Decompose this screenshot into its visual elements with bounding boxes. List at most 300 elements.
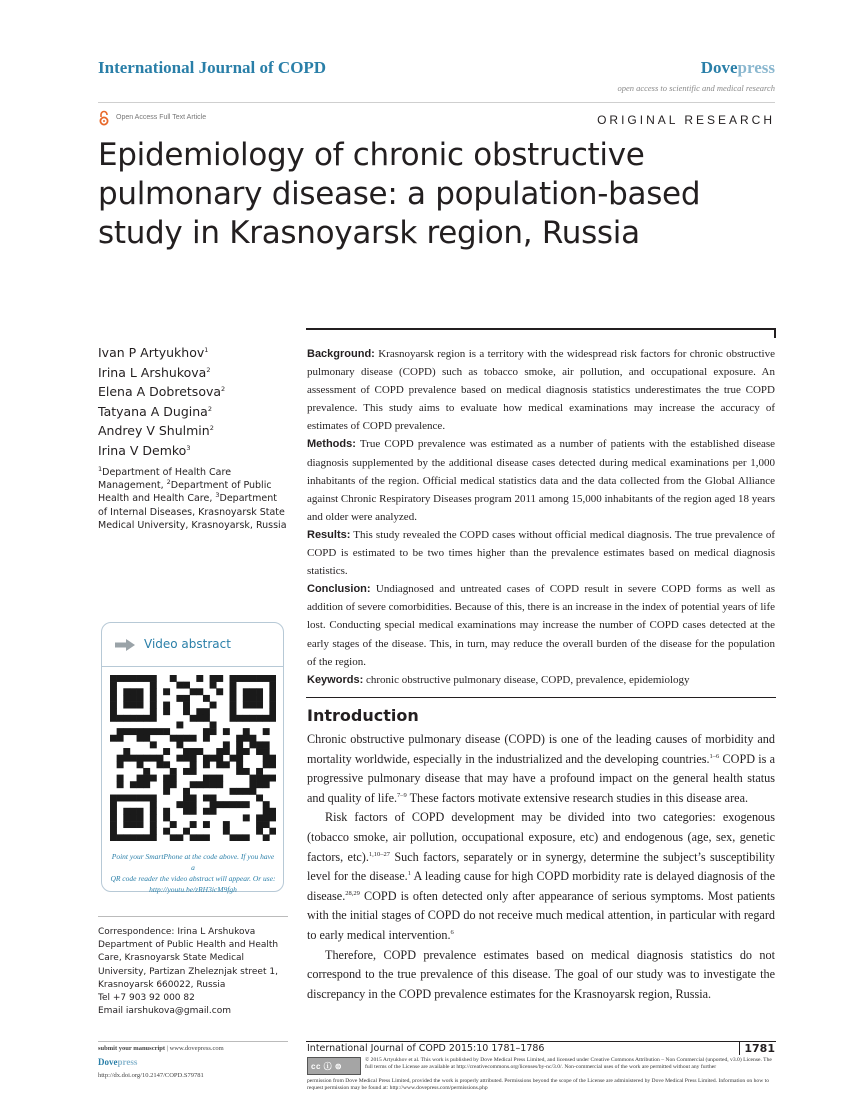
- qr-module: [190, 781, 197, 788]
- qr-module: [230, 688, 237, 695]
- qr-module: [130, 795, 137, 802]
- qr-module: [263, 834, 270, 841]
- qr-module: [150, 702, 157, 709]
- license-text: © 2015 Artyukhov et al. This work is published by Dove Medical Press Limited, and licensed under Creative Commons Attribution – Non Commercial (unported, v3.0) License. The full terms of the License are available at http://creativecommons.org/licenses/by-nc/3.0/. Non-commercial uses of the work are permitted without any further: [365, 1057, 772, 1071]
- qr-module: [137, 808, 144, 815]
- qr-module: [170, 675, 177, 682]
- qr-module: [163, 781, 170, 788]
- qr-module: [256, 715, 263, 722]
- qr-module: [190, 834, 197, 841]
- qr-module: [223, 821, 230, 828]
- qr-module: [117, 761, 124, 768]
- qr-module: [249, 735, 256, 742]
- qr-module: [170, 735, 177, 742]
- qr-module: [183, 808, 190, 815]
- qr-module: [203, 761, 210, 768]
- qr-module: [243, 834, 250, 841]
- footer-publisher-logo[interactable]: Dovepress: [98, 1057, 138, 1067]
- qr-module: [110, 688, 117, 695]
- qr-module: [196, 715, 203, 722]
- qr-module: [170, 821, 177, 828]
- qr-module: [210, 808, 217, 815]
- qr-module: [269, 695, 276, 702]
- qr-module: [123, 755, 130, 762]
- qr-module: [223, 741, 230, 748]
- qr-module: [269, 708, 276, 715]
- qr-module: [163, 828, 170, 835]
- qr-module: [150, 795, 157, 802]
- qr-module: [130, 715, 137, 722]
- qr-module: [156, 761, 163, 768]
- qr-module: [243, 814, 250, 821]
- qr-module: [196, 688, 203, 695]
- reference-link[interactable]: 1–6: [709, 752, 720, 760]
- qr-module: [183, 702, 190, 709]
- qr-module: [263, 761, 270, 768]
- qr-module: [236, 788, 243, 795]
- open-access-icon: [98, 110, 110, 126]
- qr-module: [256, 748, 263, 755]
- qr-module: [110, 715, 117, 722]
- qr-module: [230, 675, 237, 682]
- qr-code-image[interactable]: [110, 675, 276, 841]
- abstract-bottom-rule: [306, 697, 776, 698]
- qr-module: [156, 755, 163, 762]
- qr-module: [249, 788, 256, 795]
- submit-manuscript-link[interactable]: submit your manuscript | www.dovepress.com: [98, 1045, 224, 1052]
- qr-module: [196, 748, 203, 755]
- qr-module: [210, 795, 217, 802]
- qr-module: [269, 682, 276, 689]
- qr-module: [236, 755, 243, 762]
- qr-module: [269, 755, 276, 762]
- qr-module: [163, 788, 170, 795]
- qr-module: [210, 781, 217, 788]
- qr-module: [210, 682, 217, 689]
- qr-module: [236, 675, 243, 682]
- qr-module: [230, 702, 237, 709]
- qr-module: [243, 675, 250, 682]
- qr-module: [150, 775, 157, 782]
- qr-module: [163, 748, 170, 755]
- qr-module: [143, 795, 150, 802]
- qr-module: [183, 801, 190, 808]
- qr-module: [150, 695, 157, 702]
- qr-module: [176, 735, 183, 742]
- qr-module: [117, 795, 124, 802]
- qr-module: [263, 748, 270, 755]
- qr-module: [130, 808, 137, 815]
- qr-module: [123, 688, 130, 695]
- qr-module: [263, 675, 270, 682]
- qr-module: [203, 755, 210, 762]
- qr-module: [110, 675, 117, 682]
- qr-module: [123, 715, 130, 722]
- qr-module: [249, 675, 256, 682]
- qr-module: [236, 761, 243, 768]
- introduction-body: [307, 730, 775, 1004]
- qr-module: [256, 688, 263, 695]
- qr-module: [123, 695, 130, 702]
- qr-module: [110, 708, 117, 715]
- qr-module: [210, 755, 217, 762]
- qr-module: [203, 728, 210, 735]
- paragraph: Chronic obstructive pulmonary disease (COPD) is one of the leading causes of morbidity and mortality worldwide, especially in the industrialized and the developing countries.$^{1-6}$ COPD is a progressive pulmonary disease that may have a profound impact on the general health status and quality of life.$^{7-9}$ These factors motivate extensive research studies in this disease area.: [307, 732, 775, 805]
- publisher-tagline: open access to scientific and medical research: [617, 83, 775, 93]
- qr-module: [243, 801, 250, 808]
- qr-module: [269, 761, 276, 768]
- qr-module: [150, 834, 157, 841]
- footer-divider: [306, 1041, 776, 1042]
- qr-module: [236, 801, 243, 808]
- arrow-right-icon: [114, 638, 136, 652]
- video-url-link[interactable]: http://youtu.be/zRH3icM9fgh: [149, 885, 237, 894]
- qr-module: [110, 702, 117, 709]
- correspondence-email[interactable]: Email iarshukova@gmail.com: [98, 1006, 231, 1017]
- reference-link[interactable]: 7–9: [397, 791, 407, 799]
- reference-link[interactable]: 1,10–27: [368, 850, 390, 858]
- qr-module: [130, 688, 137, 695]
- qr-module: [150, 688, 157, 695]
- qr-module: [230, 755, 237, 762]
- qr-module: [150, 755, 157, 762]
- qr-module: [256, 821, 263, 828]
- qr-module: [123, 748, 130, 755]
- qr-module: [236, 748, 243, 755]
- qr-module: [269, 688, 276, 695]
- qr-module: [110, 834, 117, 841]
- qr-module: [137, 821, 144, 828]
- qr-module: [249, 741, 256, 748]
- qr-module: [137, 795, 144, 802]
- qr-module: [183, 748, 190, 755]
- video-abstract-box[interactable]: [101, 622, 284, 892]
- author-name: Elena A Dobretsova$^2$: [98, 384, 226, 399]
- qr-module: [137, 834, 144, 841]
- qr-module: [256, 775, 263, 782]
- qr-module: [243, 768, 250, 775]
- qr-module: [249, 695, 256, 702]
- qr-module: [123, 795, 130, 802]
- qr-module: [210, 775, 217, 782]
- qr-module: [210, 675, 217, 682]
- qr-module: [223, 761, 230, 768]
- video-abstract-header[interactable]: [102, 623, 283, 667]
- qr-module: [163, 808, 170, 815]
- section-heading-introduction: Introduction: [307, 706, 419, 725]
- qr-module: [203, 775, 210, 782]
- qr-module: [110, 682, 117, 689]
- qr-module: [137, 695, 144, 702]
- qr-module: [210, 728, 217, 735]
- qr-module: [196, 834, 203, 841]
- publisher-logo[interactable]: [701, 58, 775, 78]
- abstract-background: Background: Krasnoyarsk region is a territory with the widespread risk factors for chronic obstructive pulmonary disease (COPD) such as tobacco smoke, air pollution, and occupational exposure. An assessment of COPD prevalence based on medical diagnosis statistics underestimates the true COPD prevalence. This study aims to evaluate how medical examinations may increase the accuracy of estimates of COPD prevalence.: [307, 348, 775, 433]
- qr-module: [203, 708, 210, 715]
- qr-module: [190, 755, 197, 762]
- qr-module: [150, 715, 157, 722]
- article-title: Epidemiology of chronic obstructive pulmonary disease: a population-based study in Krasnoyarsk region, Russia: [98, 137, 701, 251]
- qr-module: [256, 741, 263, 748]
- qr-caption: Point your SmartPhone at the code above. If you have a QR code reader the video abstract will appear. Or use: http://youtu.be/zRH3icM9fgh: [110, 852, 276, 894]
- qr-module: [210, 702, 217, 709]
- reference-link[interactable]: 1: [407, 870, 411, 878]
- qr-module: [117, 775, 124, 782]
- qr-module: [190, 768, 197, 775]
- qr-module: [230, 834, 237, 841]
- qr-module: [163, 775, 170, 782]
- qr-module: [137, 735, 144, 742]
- publisher-logo-light: press: [737, 58, 775, 77]
- footer-left-divider: [98, 1041, 288, 1042]
- qr-module: [223, 728, 230, 735]
- qr-module: [137, 775, 144, 782]
- qr-module: [143, 768, 150, 775]
- qr-module: [230, 708, 237, 715]
- open-access-label: Open Access Full Text Article: [116, 114, 207, 121]
- qr-module: [123, 821, 130, 828]
- qr-module: [117, 735, 124, 742]
- page-number: 1781: [744, 1042, 775, 1055]
- video-abstract-label[interactable]: Video abstract: [144, 637, 231, 651]
- qr-module: [176, 834, 183, 841]
- qr-module: [249, 688, 256, 695]
- qr-module: [137, 755, 144, 762]
- qr-module: [190, 795, 197, 802]
- qr-module: [176, 721, 183, 728]
- qr-module: [190, 801, 197, 808]
- qr-module: [269, 715, 276, 722]
- qr-module: [190, 761, 197, 768]
- qr-module: [183, 735, 190, 742]
- qr-module: [210, 721, 217, 728]
- author-name: Andrey V Shulmin$^2$: [98, 423, 214, 438]
- qr-module: [256, 675, 263, 682]
- qr-module: [203, 808, 210, 815]
- qr-module: [183, 682, 190, 689]
- qr-module: [203, 821, 210, 828]
- qr-module: [243, 702, 250, 709]
- affiliations: $^1$Department of Health Care Management, $^2$Department of Public Health and Health Care, $^3$Department of Internal Diseases, Krasnoyarsk State Medical University, Krasnoyarsk, Russia: [98, 464, 287, 531]
- qr-module: [123, 728, 130, 735]
- reference-link[interactable]: 28,29: [345, 889, 360, 897]
- qr-module: [150, 828, 157, 835]
- qr-module: [249, 702, 256, 709]
- qr-module: [196, 781, 203, 788]
- qr-module: [130, 675, 137, 682]
- qr-module: [176, 741, 183, 748]
- qr-module: [256, 828, 263, 835]
- qr-module: [110, 801, 117, 808]
- qr-module: [256, 695, 263, 702]
- cc-license-icon: cc ⓘ ⊜: [311, 1062, 343, 1071]
- qr-module: [190, 748, 197, 755]
- qr-module: [163, 708, 170, 715]
- qr-module: [190, 821, 197, 828]
- qr-module: [170, 775, 177, 782]
- qr-module: [163, 761, 170, 768]
- qr-module: [163, 814, 170, 821]
- journal-title: International Journal of COPD: [98, 58, 327, 77]
- qr-module: [143, 735, 150, 742]
- qr-module: [110, 821, 117, 828]
- qr-module: [170, 834, 177, 841]
- qr-module: [183, 755, 190, 762]
- qr-module: [176, 682, 183, 689]
- qr-module: [143, 675, 150, 682]
- author-list: [98, 343, 225, 460]
- qr-module: [150, 808, 157, 815]
- author-name: Irina L Arshukova$^2$: [98, 364, 211, 380]
- qr-module: [243, 688, 250, 695]
- qr-module: [249, 781, 256, 788]
- abstract-conclusion: Conclusion: Undiagnosed and untreated cases of COPD result in severe COPD forms as well as addition of severe comorbidities. Because of this, there is an increase in the index of potential years of life lost. Conducting special medical examinations may increase the number of COPD cases detected at the early stages of the disease. This, in turn, may reduce the overall burden of the disease for the population of the region.: [307, 583, 775, 668]
- qr-module: [216, 781, 223, 788]
- qr-module: [216, 801, 223, 808]
- qr-module: [256, 814, 263, 821]
- qr-module: [150, 682, 157, 689]
- qr-module: [110, 828, 117, 835]
- qr-module: [203, 715, 210, 722]
- correspondence-block: Correspondence: Irina L Arshukova Department of Public Health and Health Care, Krasnoyarsk State Medical University, Partizan Zheleznjak street 1, Krasnoyarsk 660022, Russia Tel +7 903 92 000 82 Email iarshukova@gmail.com: [98, 926, 288, 1018]
- qr-module: [263, 728, 270, 735]
- qr-module: [243, 715, 250, 722]
- qr-module: [110, 795, 117, 802]
- qr-module: [117, 675, 124, 682]
- qr-module: [236, 735, 243, 742]
- qr-module: [243, 695, 250, 702]
- citation: International Journal of COPD 2015:10 1781–1786: [307, 1043, 545, 1054]
- page-number-separator: [739, 1042, 740, 1055]
- qr-module: [130, 834, 137, 841]
- doi-link[interactable]: http://dx.doi.org/10.2147/COPD.S79781: [98, 1072, 204, 1079]
- qr-module: [269, 814, 276, 821]
- qr-module: [143, 728, 150, 735]
- paragraph: Therefore, COPD prevalence estimates based on medical diagnosis statistics do not correspond to the true prevalence of this disease. The goal of our study was to investigate the discrepancy in the COPD prevalence estimates for the Krasnoyarsk region, Russia.: [307, 947, 775, 1001]
- correspondence-divider: [98, 916, 288, 917]
- qr-module: [143, 775, 150, 782]
- qr-module: [176, 801, 183, 808]
- qr-module: [163, 702, 170, 709]
- license-text-continued: permission from Dove Medical Press Limited, provided the work is properly attributed. Permissions beyond the scope of the License are administered by Dove Medical Press Limited. Information on how to request permission may be found at: http://www.dovepress.com/permissions.php: [307, 1078, 770, 1092]
- qr-module: [150, 728, 157, 735]
- qr-module: [130, 781, 137, 788]
- qr-module: [143, 755, 150, 762]
- qr-module: [216, 675, 223, 682]
- qr-module: [123, 834, 130, 841]
- qr-module: [110, 695, 117, 702]
- qr-module: [137, 781, 144, 788]
- qr-module: [236, 834, 243, 841]
- qr-module: [170, 781, 177, 788]
- qr-module: [256, 781, 263, 788]
- qr-module: [130, 821, 137, 828]
- qr-module: [269, 702, 276, 709]
- qr-module: [223, 801, 230, 808]
- qr-module: [110, 814, 117, 821]
- qr-module: [256, 768, 263, 775]
- qr-module: [150, 741, 157, 748]
- qr-module: [216, 755, 223, 762]
- header-divider: [98, 102, 775, 103]
- qr-module: [263, 755, 270, 762]
- qr-module: [130, 814, 137, 821]
- qr-module: [137, 675, 144, 682]
- qr-module: [156, 728, 163, 735]
- abstract-top-rule: [306, 328, 776, 330]
- qr-module: [110, 735, 117, 742]
- qr-module: [123, 808, 130, 815]
- qr-module: [143, 781, 150, 788]
- qr-module: [176, 695, 183, 702]
- qr-module: [183, 795, 190, 802]
- qr-module: [243, 788, 250, 795]
- qr-module: [216, 761, 223, 768]
- qr-module: [123, 702, 130, 709]
- qr-module: [263, 741, 270, 748]
- qr-module: [203, 795, 210, 802]
- qr-module: [249, 775, 256, 782]
- qr-module: [256, 795, 263, 802]
- qr-module: [230, 715, 237, 722]
- qr-module: [269, 775, 276, 782]
- qr-module: [263, 775, 270, 782]
- qr-module: [190, 715, 197, 722]
- qr-module: [223, 828, 230, 835]
- qr-module: [123, 675, 130, 682]
- qr-module: [150, 708, 157, 715]
- author-name: Tatyana A Dugina$^2$: [98, 403, 212, 419]
- qr-module: [243, 728, 250, 735]
- author-name: Irina V Demko$^3$: [98, 442, 191, 458]
- qr-module: [269, 828, 276, 835]
- qr-module: [196, 675, 203, 682]
- qr-module: [203, 695, 210, 702]
- qr-module: [269, 675, 276, 682]
- qr-module: [216, 688, 223, 695]
- qr-module: [170, 768, 177, 775]
- qr-module: [203, 781, 210, 788]
- qr-module: [230, 788, 237, 795]
- author-name: Ivan P Artyukhov$^1$: [98, 345, 209, 360]
- reference-link[interactable]: 6: [450, 928, 454, 936]
- qr-module: [117, 728, 124, 735]
- qr-module: [137, 702, 144, 709]
- qr-module: [183, 695, 190, 702]
- qr-module: [130, 695, 137, 702]
- qr-module: [176, 755, 183, 762]
- qr-module: [216, 748, 223, 755]
- qr-module: [137, 688, 144, 695]
- qr-module: [263, 821, 270, 828]
- qr-module: [117, 834, 124, 841]
- qr-module: [143, 715, 150, 722]
- abstract-corner-rule: [774, 328, 776, 338]
- qr-module: [137, 761, 144, 768]
- creative-commons-badge[interactable]: [307, 1057, 361, 1075]
- qr-module: [249, 715, 256, 722]
- qr-module: [190, 735, 197, 742]
- qr-module: [230, 682, 237, 689]
- qr-module: [263, 781, 270, 788]
- qr-module: [236, 768, 243, 775]
- qr-module: [123, 814, 130, 821]
- qr-module: [183, 768, 190, 775]
- qr-module: [150, 814, 157, 821]
- abstract: [307, 345, 775, 689]
- qr-module: [163, 688, 170, 695]
- qr-module: [143, 834, 150, 841]
